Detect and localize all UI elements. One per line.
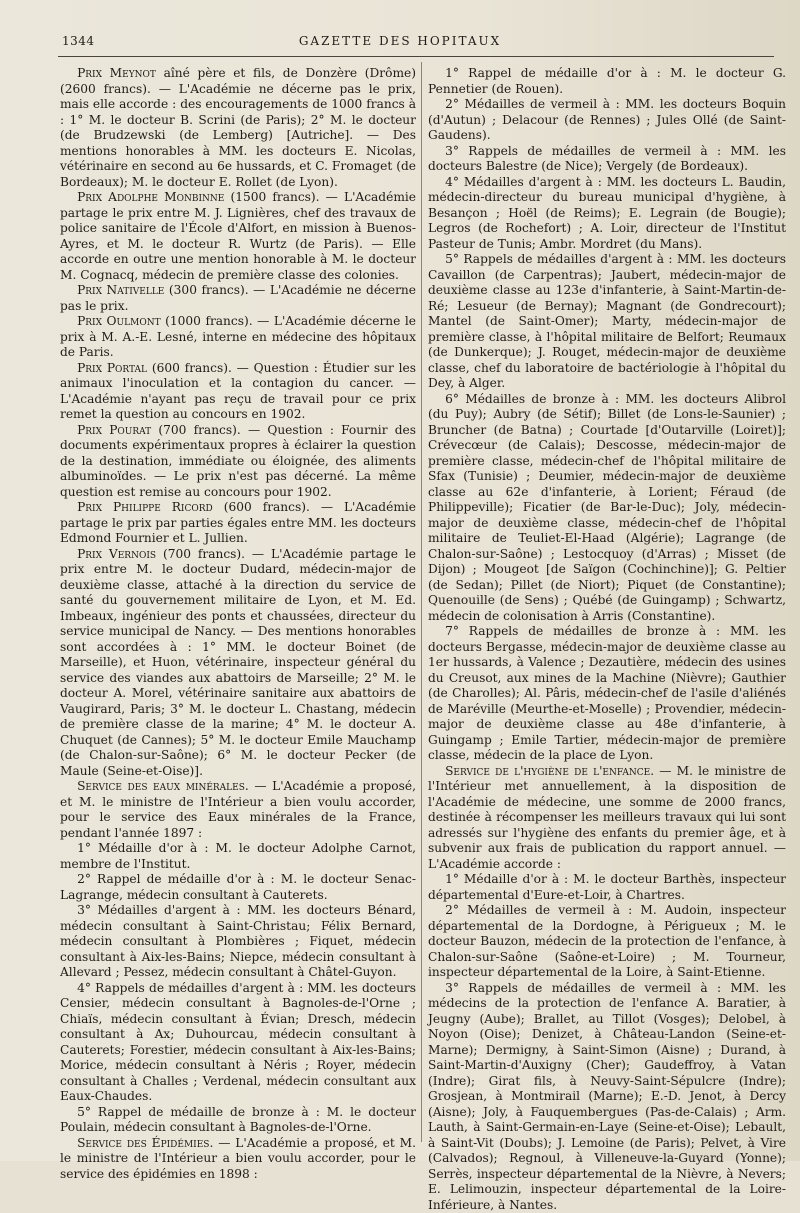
paragraph-text: 1° Médaille d'or à : M. le docteur Adolphe Carnot, membre de l'Institut. [60,841,416,871]
paragraph [428,764,786,873]
paragraph-lead: Service des eaux minérales [77,779,245,793]
paragraph-text: 5° Rappel de médaille de bronze à : M. le docteur Poulain, médecin consultant à Bagnoles-de-l'Orne. [60,1105,416,1135]
header-rule [58,56,774,57]
paragraph-text: 3° Rappels de médailles de vermeil à : MM. les médecins de la protection de l'enfance A. Baratier, à Jeugny (Aube); Brallet, au Tillot (Vosges); Delobel, à Noyon (Oise); Denizet, à Château-Landon (Seine-et-Marne); Dermigny, à Saint-Simon (Aisne) ; Durand, à Saint-Martin-d'Auxigny (Cher); Gaudeffroy, à Vatan (Indre); Girat fils, à Neuvy-Saint-Sépulcre (Indre); Grosjean, à Montmirail (Marne); E.-D. Jenot, à Dercy (Aisne); Joly, à Fauquembergues (Pas-de-Calais) ; Arm. Lauth, à Saint-Germain-en-Laye (Seine-et-Oise); Lebault, à Saint-Vit (Doubs); J. Lemoine (de Paris); Pelvet, à Vire (Calvados); Regnoul, à Villeneuve-la-Guyard (Yonne); Serrès, inspecteur départemental de la Nièvre, à Nevers; E. Lelimouzin, inspecteur départemental de la Loire-Inférieure, à Nantes. [428,981,786,1212]
paragraph [60,314,416,361]
paragraph [60,872,416,903]
paragraph [60,361,416,423]
paragraph [428,903,786,981]
paragraph-text: 6° Médailles de bronze à : MM. les docteurs Alibrol (du Puy); Aubry (de Sétif); Billet (de Lons-le-Saunier) ; Bruncher (de Batna) ; Courtade [d'Outarville (Loiret)]; Crévecœur (de Calais); Descosse, médecin-major de première classe, médecin-chef de l'hôpital militaire de Sfax (Tunisie) ; Deumier, médecin-major de deuxième classe au 62e d'infanterie, à Lorient; Féraud (de Philippeville); Ficatier (de Bar-le-Duc); Joly, médecin-major de deuxième classe, médecin-chef de l'hôpital militaire de Teuliet-El-Haad (Algérie); Lagrange (de Chalon-sur-Saône) ; Lestocquoy (d'Arras) ; Misset (de Dijon) ; Mougeot [de Saïgon (Cochinchine)]; G. Peltier (de Sedan); Pillet (de Niort); Piquet (de Constantine); Quenouille (de Sens) ; Québé (de Guingamp) ; Schwartz, médecin de colonisation à Arris (Constantine). [428,392,786,623]
paragraph-text: aîné père et fils, de Donzère (Drôme) (2600 francs). — L'Académie ne décerne pas le prix, mais elle accorde : des encouragements de 1000 francs à : 1° M. le docteur B. Scrini (de Paris); 2° M. le docteur (de Brudzewski (de Lemberg) [Autriche]. — Des mentions honorables à MM. les docteurs E. Nicolas, vétérinaire en second au 6e hussards, et C. Fromaget (de Bordeaux); M. le docteur E. Rollet (de Lyon). [60,66,416,189]
paragraph [60,841,416,872]
paragraph-lead: Service des Épidémies [77,1136,209,1150]
paragraph-text: 2° Médailles de vermeil à : MM. les docteurs Boquin (d'Autun) ; Delacour (de Rennes) ; Jules Ollé (de Saint-Gaudens). [428,97,786,142]
paragraph [60,547,416,780]
paragraph-text: . — L'Académie a proposé, et M. le ministre de l'Intérieur a bien voulu accorder, pour le service des épidémies en 1898 : [60,1136,416,1181]
paragraph-lead: Prix Pourat [77,423,151,437]
paragraph-text: (1500 francs). — L'Académie partage le prix entre M. J. Lignières, chef des travaux de police sanitaire de l'École d'Alfort, en mission à Buenos-Ayres, et M. le docteur R. Wurtz (de Paris). — Elle accorde en outre une mention honorable à M. le docteur M. Cognacq, médecin de première classe des colonies. [60,190,416,282]
paragraph [60,1136,416,1183]
paragraph-text: (300 francs). — L'Académie ne décerne pas le prix. [60,283,416,313]
paragraph-lead: Prix Philippe Ricord [77,500,213,514]
paragraph-text: 3° Rappels de médailles de vermeil à : MM. les docteurs Balestre (de Nice); Vergely (de Bordeaux). [428,144,786,174]
paragraph-text: . — M. le ministre de l'Intérieur met annuellement, à la disposition de l'Académie de médecine, une somme de 2000 francs, destinée à récompenser les meilleurs travaux qui lui sont adressés sur l'hygiène des enfants du premier âge, et à subvenir aux frais de publication du rapport annuel. — L'Académie accorde : [428,764,786,871]
paragraph-text: (700 francs). — Question : Fournir des documents expérimentaux propres à éclairer la question de la destination, immédiate ou éloignée, des aliments albuminoïdes. — Le prix n'est pas décerné. La même question est remise au concours pour 1902. [60,423,416,499]
journal-title: GAZETTE DES HOPITAUX [0,34,800,48]
paragraph-text: (600 francs). — L'Académie partage le prix par parties égales entre MM. les docteurs Edmond Fournier et L. Jullien. [60,500,416,545]
paragraph-text: 4° Rappels de médailles d'argent à : MM. les docteurs Censier, médecin consultant à Bagnoles-de-l'Orne ; Chiaïs, médecin consultant à Évian; Dresch, médecin consultant à Ax; Duhourcau, médecin consultant à Cauterets; Forestier, médecin consultant à Aix-les-Bains; Morice, médecin consultant à Néris ; Royer, médecin consultant à Challes ; Verdenal, médecin consultant aux Eaux-Chaudes. [60,981,416,1104]
paragraph-lead: Prix Vernois [77,547,156,561]
paragraph-text: (600 francs). — Question : Étudier sur les animaux l'inoculation et la contagion du cancer. — L'Académie n'ayant pas reçu de travail pour ce prix remet la question au concours en 1902. [60,361,416,422]
paragraph-lead: Service de l'hygiène de l'enfance [445,764,650,778]
paragraph [60,779,416,841]
paragraph [428,175,786,253]
paragraph [60,423,416,501]
paragraph-text: 4° Médailles d'argent à : MM. les docteurs L. Baudin, médecin-directeur du bureau municipal d'hygiène, à Besançon ; Hoël (de Reims); E. Legrain (de Bougie); Legros (de Rochefort) ; A. Loir, directeur de l'Institut Pasteur de Tunis; Ambr. Mordret (du Mans). [428,175,786,251]
paragraph-lead: Prix Oulmont [77,314,161,328]
paragraph-text: 1° Médaille d'or à : M. le docteur Barthès, inspecteur départemental d'Eure-et-Loir, à Chartres. [428,872,786,902]
paragraph-text: 5° Rappels de médailles d'argent à : MM. les docteurs Cavaillon (de Carpentras); Jaubert, médecin-major de deuxième classe au 123e d'infanterie, à Saint-Martin-de-Ré; Lesueur (de Bernay); Magnant (de Gondrecourt); Mantel (de Saint-Omer); Marty, médecin-major de première classe, à l'hôpital militaire de Belfort; Reumaux (de Dunkerque); J. Rouget, médecin-major de deuxième classe, chef du laboratoire de bactériologie à l'hôpital du Dey, à Alger. [428,252,786,390]
paragraph [60,903,416,981]
paragraph [428,392,786,625]
paragraph-text: 1° Rappel de médaille d'or à : M. le docteur G. Pennetier (de Rouen). [428,66,786,96]
paragraph [428,252,786,392]
paragraph-text: (700 francs). — L'Académie partage le prix entre M. le docteur Dudard, médecin-major de deuxième classe, attaché à la direction du service de santé du gouvernement militaire de Lyon, et M. Ed. Imbeaux, ingénieur des ponts et chaussées, directeur du service municipal de Nancy. — Des mentions honorables sont accordées à : 1° MM. le docteur Boinet (de Marseille), et Huon, vétérinaire, inspecteur général du service des viandes aux abattoirs de Marseille; 2° M. le docteur A. Morel, vétérinaire sanitaire aux abattoirs de Vaugirard, Paris; 3° M. le docteur L. Chastang, médecin de première classe de la marine; 4° M. le docteur A. Chuquet (de Cannes); 5° M. le docteur Emile Mauchamp (de Chalon-sur-Saône); 6° M. le docteur Pecker (de Maule (Seine-et-Oise)]. [60,547,416,778]
left-column [60,66,416,1182]
paragraph [428,144,786,175]
paragraph [60,283,416,314]
paragraph-text: (1000 francs). — L'Académie décerne le prix à M. A.-E. Lesné, interne en médecine des hôpitaux de Paris. [60,314,416,359]
paragraph [428,66,786,97]
paragraph [428,981,786,1213]
right-column [428,66,786,1213]
paragraph [428,97,786,144]
page-number: 1344 [62,34,95,48]
paragraph-text: 2° Rappel de médaille d'or à : M. le docteur Senac-Lagrange, médecin consultant à Cauterets. [60,872,416,902]
column-divider [421,62,422,1142]
paragraph [60,981,416,1105]
paragraph-text: . — L'Académie a proposé, et M. le ministre de l'Intérieur a bien voulu accorder, pour le service des Eaux minérales de la France, pendant l'année 1897 : [60,779,416,840]
paragraph [60,66,416,190]
paragraph-text: 2° Médailles de vermeil à : M. Audoin, inspecteur départemental de la Dordogne, à Périgueux ; M. le docteur Bauzon, médecin de la protection de l'enfance, à Chalon-sur-Saône (Saône-et-Loire) ; M. Tourneur, inspecteur départemental de la Loire, à Saint-Etienne. [428,903,786,979]
paragraph-text: 7° Rappels de médailles de bronze à : MM. les docteurs Bergasse, médecin-major de deuxième classe au 1er hussards, à Valence ; Dezautière, médecin des usines du Creusot, aux mines de la Machine (Nièvre); Gauthier (de Charolles); Al. Pâris, médecin-chef de l'asile d'aliénés de Maréville (Meurthe-et-Moselle) ; Provendier, médecin-major de deuxième classe au 48e d'infanterie, à Guingamp ; Emile Tartier, médecin-major de première classe, médecin de la place de Lyon. [428,624,786,762]
paragraph [60,1105,416,1136]
paragraph [428,624,786,764]
paragraph-lead: Prix Meynot [77,66,156,80]
paragraph-lead: Prix Nativelle [77,283,164,297]
paragraph [60,500,416,547]
paragraph-lead: Prix Adolphe Monbinne [77,190,224,204]
paragraph-text: 3° Médailles d'argent à : MM. les docteurs Bénard, médecin consultant à Saint-Christau; Félix Bernard, médecin consultant à Plombières ; Fiquet, médecin consultant à Aix-les-Bains; Niepce, médecin consultant à Allevard ; Pessez, médecin consultant à Châtel-Guyon. [60,903,416,979]
paragraph [428,872,786,903]
paragraph-lead: Prix Portal [77,361,147,375]
paragraph [60,190,416,283]
